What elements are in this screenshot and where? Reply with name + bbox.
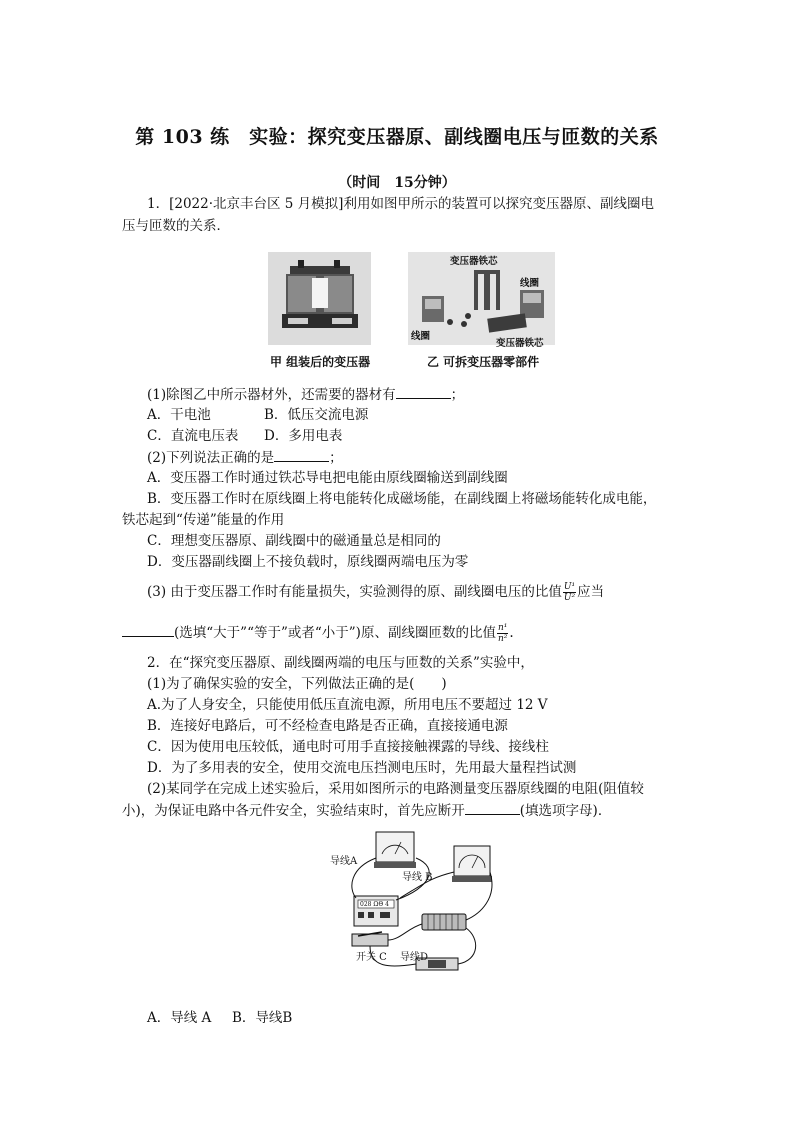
q1-part2-option-a: A．变压器工作时通过铁芯导电把电能由原线圈输送到副线圈 [147,470,508,486]
q2-part2-option-a: A．导线 A [147,1010,212,1026]
label-core-top: 变压器铁芯 [450,256,498,267]
q1-part3-end: . [509,625,514,641]
q1-part3-text3: (选填“大于”“等于”或者“小于”)原、副线圈匝数的比值 [174,625,496,641]
q1-part1-options-ab [147,405,368,425]
q1-part3-line2 [122,622,514,644]
label-core-bottom: 变压器铁芯 [496,338,544,349]
q1-part3-text1: (3) 由于变压器工作时有能量损失，实验测得的原、副线圈电压的比值 [147,584,562,600]
q2-part2-options [147,1008,292,1028]
label-wire-b: 导线 B [402,872,433,883]
q1-stem-line2: 压与匝数的关系． [122,218,230,234]
label-coil-left: 线圈 [411,331,431,342]
time-limit: （时间 15分钟） [338,175,456,191]
q2-part1-option-a: A.为了人身安全，只能使用低压直流电源，所用电压不要超过 12 V [147,697,548,713]
q1-part3-text2: 应当 [577,584,605,600]
voltmeter-shape [452,846,492,882]
q2-part2-blank [465,800,520,815]
assembled-transformer-photo [268,252,371,345]
page-title: 第 103 练 实验：探究变压器原、副线圈电压与匝数的关系 [135,126,659,148]
q1-part1-blank [396,384,451,399]
switch-shape [352,932,388,946]
q1-part2-option-b-line1: B．变压器工作时在原线圈上将电能转化成磁场能，在副线圈上将磁场能转化成电能， [147,491,657,507]
q1-part2-end: ； [329,450,343,466]
q1-part1-end: ； [450,387,465,403]
q1-part2-option-b-line2: 铁芯起到“传递”能量的作用 [122,512,285,528]
q1-part2-blank [274,447,329,462]
meter-readout: 028 ΩΘ 4 [360,901,389,908]
voltage-ratio-numerator: U¹ [563,582,576,592]
q1-part3-blank [122,622,174,637]
voltage-ratio-denominator: U² [563,593,576,603]
q2-part1-option-c: C．因为使用电压较低，通电时可用手直接接触裸露的导线、接线柱 [147,739,549,755]
caption-figure-b: 乙 可拆变压器零部件 [427,355,540,369]
q1-part1-option-d: D．多用电表 [264,428,343,444]
label-wire-d: 导线D [400,952,429,963]
q2-part1: (1)为了确保实验的安全，下列做法正确的是( ) [147,676,447,692]
label-switch-c: 开关 C [356,952,387,963]
turns-ratio-denominator: n² [497,634,508,644]
ammeter-shape [374,832,416,868]
circuit-diagram [330,828,500,983]
q1-part2-option-d: D．变压器副线圈上不接负载时，原线圈两端电压为零 [147,554,469,570]
turns-ratio-fraction [497,623,508,644]
q1-part1-text: (1)除图乙中所示器材外，还需要的器材有 [147,387,396,403]
turns-ratio-numerator: n¹ [497,623,508,633]
q1-part1-option-a: A．干电池 [147,407,211,423]
label-wire-a: 导线A [330,856,358,867]
assembled-transformer-image [268,252,371,345]
rheostat-shape [422,914,466,930]
q2-part2-end: (填选项字母)． [519,803,612,819]
q1-part1-options-cd [147,426,342,446]
q2-part2-line2 [122,800,611,821]
q2-part2-option-b: B．导线B [232,1010,293,1026]
q1-part2-text: (2)下列说法正确的是 [147,450,275,466]
label-coil-right: 线圈 [520,278,540,289]
caption-figure-a: 甲 组装后的变压器 [270,355,371,369]
q1-part2-option-c: C．理想变压器原、副线圈中的磁通量总是相同的 [147,533,441,549]
q2-part2-text: 小)，为保证电路中各元件安全，实验结束时，首先应断开 [122,803,465,819]
q2-part1-option-b: B．连接好电路后，可不经检查电路是否正确，直接接通电源 [147,718,508,734]
q2-part2-line1: (2)某同学在完成上述实验后，采用如图所示的电路测量变压器原线圈的电阻(阻值较 [147,781,644,797]
q2-part1-option-d: D．为了多用表的安全，使用交流电压挡测电压时，先用最大量程挡试测 [147,760,577,776]
transformer-parts-photo [408,252,555,349]
q1-part3-line1 [147,582,604,603]
q1-part1-option-b: B．低压交流电源 [264,407,369,423]
q1-stem-line1: 1．[2022·北京丰台区 5 月模拟]利用如图甲所示的装置可以探究变压器原、副线圈电 [147,196,654,212]
q1-part1 [147,384,464,405]
q2-stem: 2．在“探究变压器原、副线圈两端的电压与匝数的关系”实验中， [147,655,534,671]
q1-part1-option-c: C．直流电压表 [147,428,239,444]
q1-part2 [147,447,343,468]
voltage-ratio-fraction [563,582,576,603]
